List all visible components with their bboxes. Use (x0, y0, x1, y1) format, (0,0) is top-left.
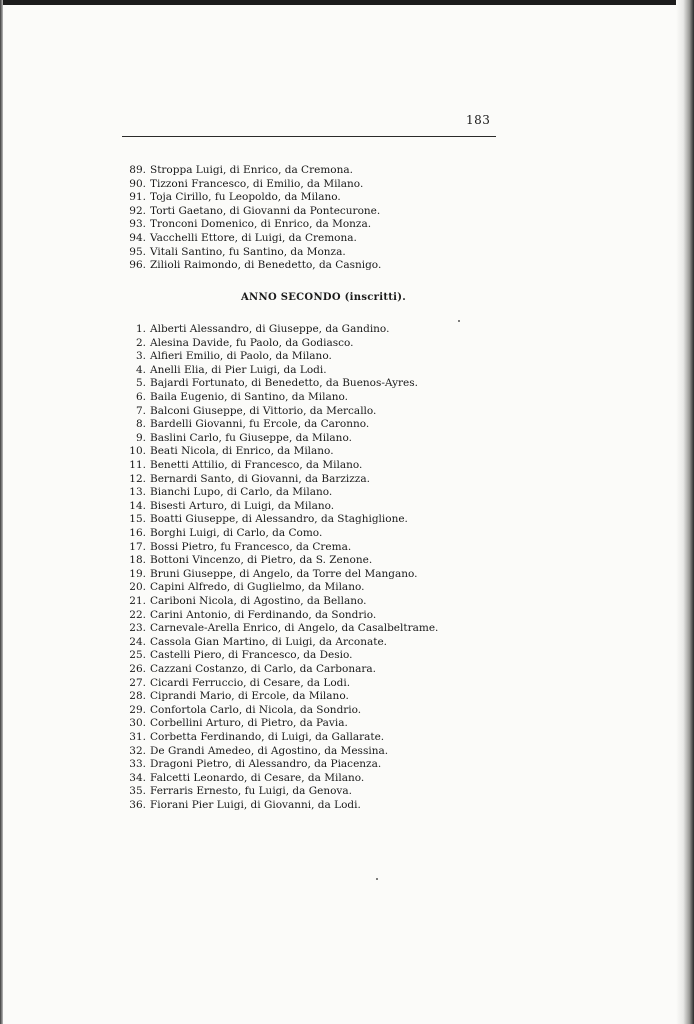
entry-number: 24. (129, 635, 146, 648)
entry-number: 7. (135, 404, 146, 417)
entry-text: Boatti Giuseppe, di Alessandro, da Staghiglione. (150, 513, 408, 526)
entry-number: 11. (129, 459, 146, 471)
scan-speck (376, 878, 378, 880)
entry-text: Anelli Elia, di Pier Luigi, da Lodi. (150, 363, 327, 376)
entry-text: Tizzoni Francesco, di Emilio, da Milano. (150, 177, 364, 190)
list-entry (129, 472, 370, 486)
list-entry (129, 785, 352, 798)
list-entry (129, 445, 334, 458)
entry-text: Tronconi Domenico, di Enrico, da Monza. (150, 218, 372, 231)
page-number: 183 (466, 113, 491, 127)
list-entry (129, 649, 353, 662)
entry-number: 93. (129, 218, 146, 231)
list-entry (129, 663, 376, 676)
section-heading: ANNO SECONDO (inscritti). (241, 292, 407, 303)
entry-number: 91. (129, 191, 146, 204)
list-entry (135, 391, 349, 404)
entry-text: Bottoni Vincenzo, di Pietro, da S. Zenone. (150, 554, 373, 567)
entry-number: 4. (135, 363, 146, 376)
list-entry (129, 608, 377, 622)
entry-number: 94. (129, 232, 146, 244)
entry-text: Bisesti Arturo, di Luigi, da Milano. (150, 499, 335, 512)
entry-number: 33. (129, 758, 146, 771)
entry-text: Alberti Alessandro, di Giuseppe, da Gandino. (150, 323, 390, 335)
list-entry (129, 513, 408, 526)
scan-speck (458, 320, 460, 322)
entry-text: Ciprandi Mario, di Ercole, da Milano. (150, 690, 349, 703)
entry-text: Bernardi Santo, di Giovanni, da Barzizza. (150, 472, 370, 485)
entry-number: 2. (135, 336, 146, 349)
list-entry (129, 459, 363, 472)
entry-text: Corbellini Arturo, di Pietro, da Pavia. (150, 717, 348, 730)
entry-text: Bianchi Lupo, di Carlo, da Milano. (150, 486, 333, 499)
entry-text: Borghi Luigi, di Carlo, da Como. (150, 527, 323, 539)
entry-text: Beati Nicola, di Enrico, da Milano. (150, 445, 334, 458)
list-entry (129, 731, 385, 744)
entry-text: Fiorani Pier Luigi, di Giovanni, da Lodi. (150, 799, 361, 811)
entry-number: 10. (129, 445, 146, 458)
entry-number: 14. (129, 499, 146, 512)
entry-number: 28. (129, 690, 146, 703)
entry-number: 12. (129, 472, 146, 485)
list-entry (135, 404, 377, 418)
entry-text: Stroppa Luigi, di Enrico, da Cremona. (150, 164, 353, 176)
list-entry (129, 744, 389, 758)
list-entry (129, 259, 382, 272)
entry-text: Cicardi Ferruccio, di Cesare, da Lodi. (150, 676, 351, 689)
list-entry (129, 567, 418, 581)
entry-text: Cassola Gian Martino, di Luigi, da Arconate. (150, 635, 388, 648)
entry-number: 3. (135, 350, 146, 363)
list-entry (129, 635, 388, 649)
entry-text: Ferraris Ernesto, fu Luigi, da Genova. (150, 785, 352, 798)
list-entry (129, 758, 382, 771)
header-rule (122, 136, 496, 137)
entry-text: Baslini Carlo, fu Giuseppe, da Milano. (150, 431, 352, 444)
entry-text: Cazzani Costanzo, di Carlo, da Carbonara. (150, 663, 376, 675)
list-entry (129, 622, 439, 635)
entry-number: 22. (129, 608, 146, 621)
entry-text: Cariboni Nicola, di Agostino, da Bellano. (150, 595, 367, 607)
entry-number: 6. (135, 391, 146, 403)
entry-number: 92. (129, 204, 146, 217)
entry-text: Vacchelli Ettore, di Luigi, da Cremona. (150, 232, 357, 244)
entry-number: 35. (129, 785, 146, 798)
entry-text: Bossi Pietro, fu Francesco, da Crema. (150, 540, 352, 553)
list-entry (129, 191, 341, 204)
entry-number: 29. (129, 703, 146, 716)
entry-text: Dragoni Pietro, di Alessandro, da Piacenza. (150, 758, 382, 771)
entry-number: 18. (129, 554, 146, 567)
entry-text: Bardelli Giovanni, fu Ercole, da Caronno. (150, 418, 370, 431)
entry-text: Torti Gaetano, di Giovanni da Pontecurone. (150, 204, 381, 217)
list-entry (129, 486, 333, 499)
list-entry (129, 581, 365, 594)
entry-number: 90. (129, 177, 146, 190)
entry-text: Baila Eugenio, di Santino, da Milano. (150, 391, 349, 403)
entry-number: 8. (135, 418, 146, 431)
entry-number: 34. (129, 771, 146, 784)
entry-text: De Grandi Amedeo, di Agostino, da Messina. (150, 744, 389, 757)
list-entry (129, 245, 346, 259)
list-entry (129, 164, 353, 177)
entry-number: 20. (129, 581, 146, 594)
entry-number: 27. (129, 676, 146, 689)
entry-text: Confortola Carlo, di Nicola, da Sondrio. (150, 703, 362, 716)
entry-number: 96. (129, 259, 146, 272)
list-entry (135, 336, 354, 350)
scan-top-edge (0, 0, 694, 5)
entry-number: 89. (129, 164, 146, 176)
scan-right-edge (676, 0, 694, 1024)
entry-text: Alesina Davide, fu Paolo, da Godiasco. (150, 336, 354, 349)
entry-number: 25. (129, 649, 146, 662)
entry-number: 5. (135, 377, 146, 390)
entry-number: 32. (129, 744, 146, 757)
list-entry (129, 218, 372, 231)
entry-number: 9. (135, 431, 146, 444)
scan-left-edge (0, 0, 3, 1024)
list-entry (129, 676, 351, 690)
list-entry (129, 204, 381, 218)
entry-number: 23. (129, 622, 146, 635)
entry-text: Bruni Giuseppe, di Angelo, da Torre del Mangano. (150, 567, 418, 580)
entry-text: Bajardi Fortunato, di Benedetto, da Buenos-Ayres. (150, 377, 418, 390)
entry-number: 15. (129, 513, 146, 526)
entry-text: Capini Alfredo, di Guglielmo, da Milano. (150, 581, 365, 594)
list-entry (129, 717, 348, 730)
entry-number: 95. (129, 245, 146, 258)
list-entry (135, 431, 352, 445)
list-entry (135, 363, 327, 377)
entry-text: Falcetti Leonardo, di Cesare, da Milano. (150, 771, 365, 784)
entry-number: 21. (129, 595, 146, 607)
entry-text: Balconi Giuseppe, di Vittorio, da Mercallo. (150, 404, 377, 417)
list-entry (135, 350, 332, 363)
entry-text: Carnevale-Arella Enrico, di Angelo, da Casalbeltrame. (150, 622, 439, 635)
list-entry (129, 232, 357, 245)
list-entry (129, 527, 323, 540)
list-entry (135, 323, 390, 336)
entry-number: 19. (129, 567, 146, 580)
list-entry (135, 418, 370, 431)
list-entry (129, 177, 364, 191)
list-entry (129, 554, 373, 567)
list-entry (129, 690, 349, 703)
entry-number: 1. (135, 323, 146, 335)
list-entry (129, 540, 352, 554)
entry-number: 26. (129, 663, 146, 675)
entry-number: 31. (129, 731, 146, 743)
entry-number: 16. (129, 527, 146, 539)
entry-text: Toja Cirillo, fu Leopoldo, da Milano. (150, 191, 341, 204)
entry-number: 30. (129, 717, 146, 730)
list-entry (129, 771, 365, 785)
entry-text: Benetti Attilio, di Francesco, da Milano. (150, 459, 363, 471)
list-entry (129, 595, 367, 608)
entry-text: Castelli Piero, di Francesco, da Desio. (150, 649, 353, 662)
entry-text: Carini Antonio, di Ferdinando, da Sondrio. (150, 608, 377, 621)
list-entry (129, 499, 335, 513)
entry-number: 36. (129, 799, 146, 811)
entry-text: Alfieri Emilio, di Paolo, da Milano. (150, 350, 332, 363)
list-entry (129, 799, 361, 812)
list-entry (135, 377, 418, 390)
entry-text: Corbetta Ferdinando, di Luigi, da Gallarate. (150, 731, 385, 743)
entry-text: Vitali Santino, fu Santino, da Monza. (150, 245, 346, 258)
list-entry (129, 703, 362, 717)
entry-number: 13. (129, 486, 146, 499)
entry-number: 17. (129, 540, 146, 553)
entry-text: Zilioli Raimondo, di Benedetto, da Casnigo. (150, 259, 382, 272)
